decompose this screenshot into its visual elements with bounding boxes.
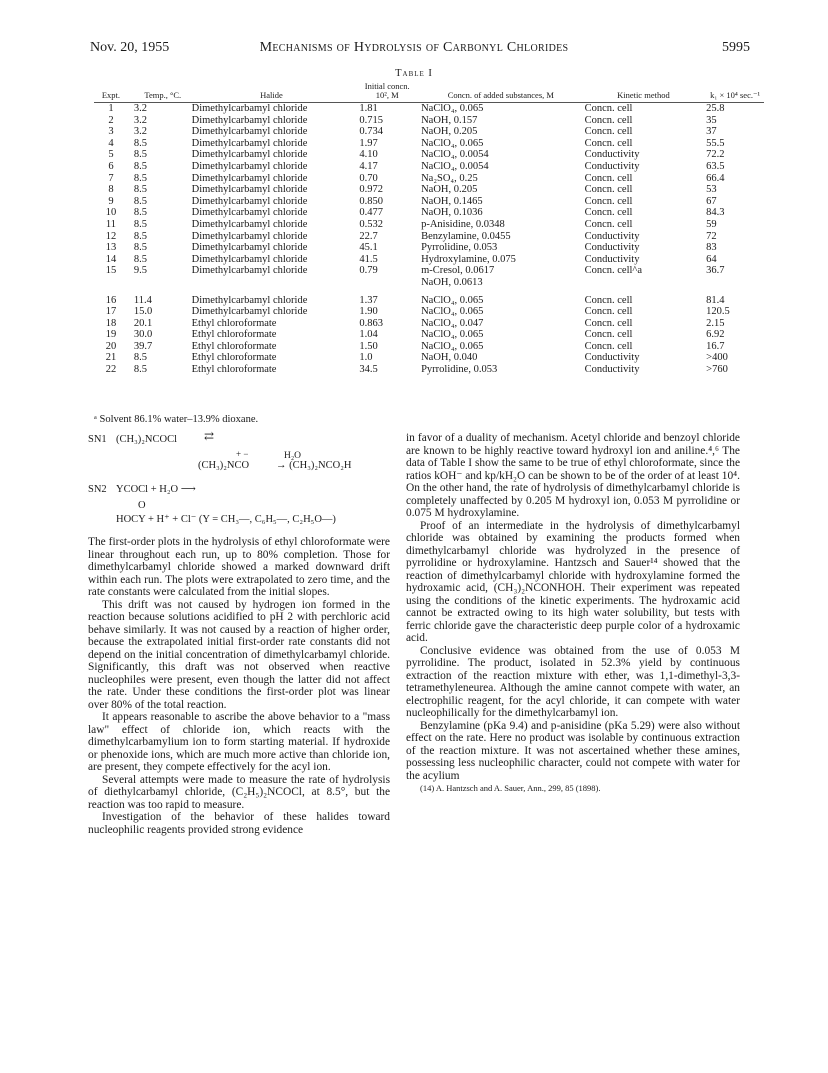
paragraph: in favor of a duality of mechanism. Acetyl chloride and benzoyl chloride are known to be highly reactive toward hydroxyl ion and aniline.⁴,⁶ The data of Table I show the same to be true of ethyl chloroformate, since the ratios kOH⁻ and kp/kH₂O can be shown to be of the order of at least 10⁴. On the other hand, the rate of hydrolysis of dimethylcarbamyl chloride is completely unaffected by 0.205 M hydroxyl ion, 0.053 M pyrrolidine or 0.075 M hydroxylamine. — [406, 432, 740, 519]
cell-added: NaOH, 0.0613 — [421, 276, 483, 288]
cell-method: Concn. cell^a — [584, 265, 643, 277]
cell-method: Concn. cell — [584, 340, 633, 352]
cell-expt: 18 — [105, 317, 117, 329]
data-table — [94, 80, 764, 376]
cell-initial-concn: 0.734 — [359, 126, 383, 138]
sn1-charges: + − — [236, 449, 249, 459]
cell-added: NaOH, 0.205 — [421, 126, 478, 138]
sn1-water: H₂O — [284, 451, 302, 461]
cell-rate-constant: 72 — [706, 230, 717, 242]
col-header-temp: Temp., °C. — [128, 80, 192, 103]
sn2-product: HOCY + H⁺ + Cl⁻ (Y = CH₃—, C₆H₅—, C₂H₅O—) — [116, 514, 336, 525]
reaction-scheme — [88, 429, 390, 536]
table-row — [94, 242, 764, 254]
cell-expt: 2 — [108, 114, 114, 126]
cell-rate-constant: 84.3 — [706, 207, 725, 219]
cell-rate-constant: 2.15 — [706, 317, 725, 329]
cell-halide: Dimethylcarbamyl chloride — [191, 137, 308, 149]
cell-halide: Dimethylcarbamyl chloride — [191, 242, 308, 254]
cell-added: NaOH, 0.040 — [421, 352, 478, 364]
cell-expt: 11 — [105, 218, 116, 230]
cell-added: NaOH, 0.205 — [421, 184, 478, 196]
cell-temp: 20.1 — [133, 317, 153, 329]
table-row — [94, 352, 764, 364]
sn2-label: SN2 — [88, 484, 107, 495]
cell-initial-concn: 0.70 — [359, 172, 378, 184]
sn1-intermediate: (CH₃)₂NCO — [198, 460, 250, 471]
table-row — [94, 329, 764, 341]
cell-halide: Dimethylcarbamyl chloride — [191, 294, 308, 306]
cell-halide: Dimethylcarbamyl chloride — [191, 149, 308, 161]
cell-rate-constant: 81.4 — [706, 294, 725, 306]
cell-method: Concn. cell — [584, 184, 633, 196]
col-header-added-substances: Concn. of added substances, M — [415, 80, 581, 103]
cell-initial-concn: 1.37 — [359, 294, 378, 306]
cell-added: Benzylamine, 0.0455 — [421, 230, 511, 242]
cell-rate-constant: 67 — [706, 195, 717, 207]
cell-initial-concn — [351, 277, 415, 289]
cell-expt: 20 — [105, 340, 117, 352]
paragraph: It appears reasonable to ascribe the above behavior to a "mass law" effect of chloride ion, which reacts with the dimethylcarbamylium ion to form starting material. If hydroxide or phenoxide ions, which are much more active than chloride ion, are present, they compete effectively for the acyl ion. — [88, 711, 390, 773]
cell-expt: 8 — [108, 184, 114, 196]
cell-added: Hydroxylamine, 0.075 — [421, 253, 516, 265]
table-row — [94, 318, 764, 330]
cell-temp: 8.5 — [133, 195, 147, 207]
cell-halide: Dimethylcarbamyl chloride — [191, 265, 308, 277]
cell-rate-constant: >760 — [706, 364, 728, 376]
cell-added: NaClO₄, 0.065 — [421, 306, 484, 318]
cell-expt: 21 — [105, 352, 117, 364]
table-row — [94, 265, 764, 277]
cell-rate-constant: 72.2 — [706, 149, 725, 161]
cell-temp: 8.5 — [133, 253, 147, 265]
cell-temp: 8.5 — [133, 149, 147, 161]
cell-initial-concn: 22.7 — [359, 230, 378, 242]
cell-rate-constant: 120.5 — [706, 306, 730, 318]
cell-initial-concn: 1.97 — [359, 137, 378, 149]
cell-temp: 39.7 — [133, 340, 153, 352]
equilibrium-arrow-icon: ⇄ — [204, 429, 215, 443]
cell-added: NaClO₄, 0.0054 — [421, 160, 489, 172]
table-row — [94, 289, 764, 307]
cell-added: NaClO₄, 0.047 — [421, 317, 484, 329]
cell-expt: 5 — [108, 149, 114, 161]
cell-initial-concn: 1.81 — [359, 103, 378, 114]
cell-halide: Ethyl chloroformate — [191, 329, 277, 341]
cell-rate-constant: 6.92 — [706, 329, 725, 341]
cell-rate-constant: 83 — [706, 242, 717, 254]
cell-halide: Ethyl chloroformate — [191, 317, 277, 329]
cell-rate-constant: 36.7 — [706, 265, 725, 277]
cell-added: m-Cresol, 0.0617 — [421, 265, 495, 277]
running-title: Mechanisms of Hydrolysis of Carbonyl Chlorides — [259, 40, 569, 55]
cell-temp: 3.2 — [133, 126, 147, 138]
cell-expt: 16 — [105, 294, 117, 306]
cell-initial-concn: 0.532 — [359, 218, 383, 230]
cell-temp: 8.5 — [133, 207, 147, 219]
cell-temp: 8.5 — [133, 230, 147, 242]
cell-method: Conductivity — [584, 242, 640, 254]
col-header-rate-constant: k₁ × 10⁴ sec.⁻¹ — [702, 80, 764, 103]
cell-added: NaClO₄, 0.065 — [421, 103, 484, 114]
cell-rate-constant — [702, 277, 764, 289]
paragraph: The first-order plots in the hydrolysis of ethyl chloroformate were linear throughout each run, up to 80% completion. Those for dimethylcarbamyl chloride showed a marked downward drift within each run. The plots were extrapolated to zero time, and the rate constants were calculated from the initial slopes. — [88, 536, 390, 598]
cell-temp: 8.5 — [133, 364, 147, 376]
cell-initial-concn: 1.0 — [359, 352, 373, 364]
cell-expt: 13 — [105, 242, 117, 254]
cell-initial-concn: 1.50 — [359, 340, 378, 352]
cell-rate-constant: 25.8 — [706, 103, 725, 114]
cell-initial-concn: 0.972 — [359, 184, 383, 196]
cell-method: Concn. cell — [584, 317, 633, 329]
cell-initial-concn: 0.715 — [359, 114, 383, 126]
cell-halide: Dimethylcarbamyl chloride — [191, 172, 308, 184]
cell-method: Concn. cell — [584, 126, 633, 138]
table-row — [94, 277, 764, 289]
table-row — [94, 306, 764, 318]
cell-halide — [192, 277, 352, 289]
cell-method: Concn. cell — [584, 172, 633, 184]
table-row — [94, 126, 764, 138]
cell-halide: Dimethylcarbamyl chloride — [191, 253, 308, 265]
col-header-halide: Halide — [192, 80, 352, 103]
cell-added: NaOH, 0.157 — [421, 114, 478, 126]
cell-method — [581, 277, 703, 289]
paragraph: Conclusive evidence was obtained from the use of 0.053 M pyrrolidine. The product, isolated in 52.3% yield by continuous extraction of the reaction mixture with ether, was 1,1-dimethyl-3,3-tetramethyleneurea. Although the amine cannot compete with water, an electrophilic reagent, for the acyl chloride, it can compete with water nucleophilically for the dimethylcarbamyl ion. — [406, 644, 740, 719]
cell-method: Concn. cell — [584, 329, 633, 341]
cell-halide: Ethyl chloroformate — [191, 352, 277, 364]
table-row — [94, 254, 764, 266]
cell-rate-constant: 66.4 — [706, 172, 725, 184]
col-header-kinetic-method: Kinetic method — [581, 80, 703, 103]
table-row — [94, 231, 764, 243]
table-row — [94, 138, 764, 150]
cell-expt: 1 — [108, 103, 114, 114]
cell-expt: 17 — [105, 306, 117, 318]
cell-added: NaClO₄, 0.065 — [421, 137, 484, 149]
cell-temp: 8.5 — [133, 218, 147, 230]
table-header-row — [94, 80, 764, 103]
cell-added: Na₂SO₄, 0.25 — [421, 172, 478, 184]
table-row — [94, 196, 764, 208]
cell-rate-constant: 63.5 — [706, 160, 725, 172]
table-row — [94, 341, 764, 353]
cell-expt — [94, 277, 128, 289]
cell-rate-constant: 64 — [706, 253, 717, 265]
cell-expt: 15 — [105, 265, 117, 277]
cell-temp: 11.4 — [133, 294, 152, 306]
cell-temp: 9.5 — [133, 265, 147, 277]
cell-temp: 8.5 — [133, 242, 147, 254]
cell-expt: 22 — [105, 364, 117, 376]
cell-method: Conductivity — [584, 253, 640, 265]
col-header-expt: Expt. — [94, 80, 128, 103]
cell-expt: 4 — [108, 137, 114, 149]
cell-halide: Dimethylcarbamyl chloride — [191, 306, 308, 318]
cell-halide: Dimethylcarbamyl chloride — [191, 114, 308, 126]
table-row — [94, 173, 764, 185]
cell-added: NaClO₄, 0.0054 — [421, 149, 489, 161]
cell-added: Pyrrolidine, 0.053 — [421, 364, 498, 376]
cell-rate-constant: 35 — [706, 114, 717, 126]
cell-method: Concn. cell — [584, 195, 633, 207]
cell-initial-concn: 0.477 — [359, 207, 383, 219]
cell-halide: Dimethylcarbamyl chloride — [191, 230, 308, 242]
cell-temp: 8.5 — [133, 352, 147, 364]
cell-method: Conductivity — [584, 230, 640, 242]
cell-rate-constant: 59 — [706, 218, 717, 230]
cell-initial-concn: 45.1 — [359, 242, 378, 254]
cell-method: Conductivity — [584, 149, 640, 161]
cell-halide: Dimethylcarbamyl chloride — [191, 103, 308, 114]
cell-initial-concn: 34.5 — [359, 364, 378, 376]
cell-method: Conductivity — [584, 364, 640, 376]
cell-added: NaOH, 0.1465 — [421, 195, 483, 207]
cell-expt: 10 — [105, 207, 117, 219]
cell-halide: Dimethylcarbamyl chloride — [191, 195, 308, 207]
table-row — [94, 161, 764, 173]
cell-rate-constant: 16.7 — [706, 340, 725, 352]
cell-rate-constant: 37 — [706, 126, 717, 138]
sn1-reactant: (CH₃)₂NCOCl — [116, 434, 177, 445]
cell-halide: Ethyl chloroformate — [191, 364, 277, 376]
cell-temp: 15.0 — [133, 306, 153, 318]
cell-method: Concn. cell — [584, 137, 633, 149]
cell-initial-concn: 0.863 — [359, 317, 383, 329]
cell-added: NaClO₄, 0.065 — [421, 294, 484, 306]
cell-expt: 7 — [108, 172, 114, 184]
cell-method: Concn. cell — [584, 114, 633, 126]
cell-halide: Dimethylcarbamyl chloride — [191, 207, 308, 219]
sn1-product: → (CH₃)₂NCO₂H — [276, 460, 352, 471]
cell-temp: 3.2 — [133, 103, 147, 114]
footnote-reference: (14) A. Hantzsch and A. Sauer, Ann., 299, 85 (1898). — [420, 783, 601, 793]
cell-halide: Ethyl chloroformate — [191, 340, 277, 352]
cell-method: Concn. cell — [584, 218, 633, 230]
cell-halide: Dimethylcarbamyl chloride — [191, 160, 308, 172]
cell-initial-concn: 4.10 — [359, 149, 378, 161]
table-row — [94, 364, 764, 376]
sn2-carbonyl-o: O — [138, 500, 146, 511]
cell-expt: 19 — [105, 329, 117, 341]
cell-method: Concn. cell — [584, 207, 633, 219]
table-row — [94, 115, 764, 127]
paragraph: This drift was not caused by hydrogen ion formed in the reaction because solutions acidified to pH 2 with perchloric acid behave similarly. It was not caused by a reaction of higher order, because the extrapolated initial first-order rate constants did not depend on the initial concentration of dimethylcarbamyl chloride. Significantly, this draft was not observed when reactive nucleophiles were present, even though the latter did not affect the rate. Under these conditions the first-order plot was linear over 80% of the total reaction. — [88, 598, 390, 711]
cell-rate-constant: 53 — [706, 184, 717, 196]
cell-initial-concn: 4.17 — [359, 160, 378, 172]
cell-added: NaClO₄, 0.065 — [421, 340, 484, 352]
cell-initial-concn: 41.5 — [359, 253, 378, 265]
sn1-label: SN1 — [88, 434, 107, 445]
cell-halide: Dimethylcarbamyl chloride — [191, 126, 308, 138]
right-column — [406, 432, 740, 795]
cell-added: p-Anisidine, 0.0348 — [421, 218, 505, 230]
table-footnote: ᵃ Solvent 86.1% water–13.9% dioxane. — [94, 414, 259, 425]
cell-method: Conductivity — [584, 352, 640, 364]
table-row — [94, 207, 764, 219]
cell-temp: 3.2 — [133, 114, 147, 126]
paragraph: Benzylamine (pKa 9.4) and p-anisidine (pKa 5.29) were also without effect on the rate. Here no product was isolable by continuous extraction of the reaction mixture. It was not ascertained whether these amines, possessing less nucleophilic character, could not compete with water for the acylium — [406, 719, 740, 782]
cell-expt: 3 — [108, 126, 114, 138]
cell-initial-concn: 0.79 — [359, 265, 378, 277]
cell-expt: 9 — [108, 195, 114, 207]
cell-temp: 8.5 — [133, 172, 147, 184]
cell-expt: 14 — [105, 253, 117, 265]
cell-initial-concn: 1.04 — [359, 329, 378, 341]
cell-method: Concn. cell — [584, 294, 633, 306]
paragraph: Several attempts were made to measure the rate of hydrolysis of diethylcarbamyl chloride, (C₂H₅)₂NCOCl, at 8.5°, but the reaction was too rapid to measure. — [88, 773, 390, 811]
cell-expt: 6 — [108, 160, 114, 172]
page-number: 5995 — [722, 40, 750, 55]
cell-temp: 8.5 — [133, 184, 147, 196]
paragraph: Proof of an intermediate in the hydrolysis of dimethylcarbamyl chloride was obtained by examining the products formed when dimethylcarbamyl chloride was hydrolyzed in the presence of pyrrolidine or hydroxylamine. Hantzsch and Sauer¹⁴ showed that the reaction of dimethylcarbamyl chloride with hydroxylamine formed the hydroxamic acid, (CH₃)₂NCONHOH. Their experiment was repeated using the conditions of the kinetic experiments. The hydroxamic acid cannot be extracted owing to its high water solubility, but tests with ferric chloride gave the characteristic deep purple color of a hydroxamic acid. — [406, 519, 740, 644]
cell-temp — [128, 277, 192, 289]
cell-temp: 30.0 — [133, 329, 153, 341]
cell-initial-concn: 0.850 — [359, 195, 383, 207]
cell-temp: 8.5 — [133, 137, 147, 149]
header-date: Nov. 20, 1955 — [90, 40, 170, 55]
cell-added: NaClO₄, 0.065 — [421, 329, 484, 341]
cell-halide: Dimethylcarbamyl chloride — [191, 218, 308, 230]
col-header-initial-concn: Initial concn. 10², M — [351, 80, 415, 103]
cell-method: Concn. cell — [584, 306, 633, 318]
left-column — [88, 429, 390, 836]
table-row — [94, 184, 764, 196]
table-row — [94, 219, 764, 231]
cell-method: Conductivity — [584, 160, 640, 172]
cell-rate-constant: 55.5 — [706, 137, 725, 149]
cell-added: NaOH, 0.1036 — [421, 207, 483, 219]
paragraph: Investigation of the behavior of these halides toward nucleophilic reagents provided strong evidence — [88, 811, 390, 836]
cell-temp: 8.5 — [133, 160, 147, 172]
cell-halide: Dimethylcarbamyl chloride — [191, 184, 308, 196]
table-row — [94, 149, 764, 161]
cell-expt: 12 — [105, 230, 117, 242]
table-caption: Table I — [395, 68, 433, 79]
table-row — [94, 103, 764, 115]
cell-rate-constant: >400 — [706, 352, 728, 364]
cell-added: Pyrrolidine, 0.053 — [421, 242, 498, 254]
sn2-reactant: YCOCl + H₂O ⟶ — [116, 484, 196, 495]
cell-method: Concn. cell — [584, 103, 633, 114]
cell-initial-concn: 1.90 — [359, 306, 378, 318]
